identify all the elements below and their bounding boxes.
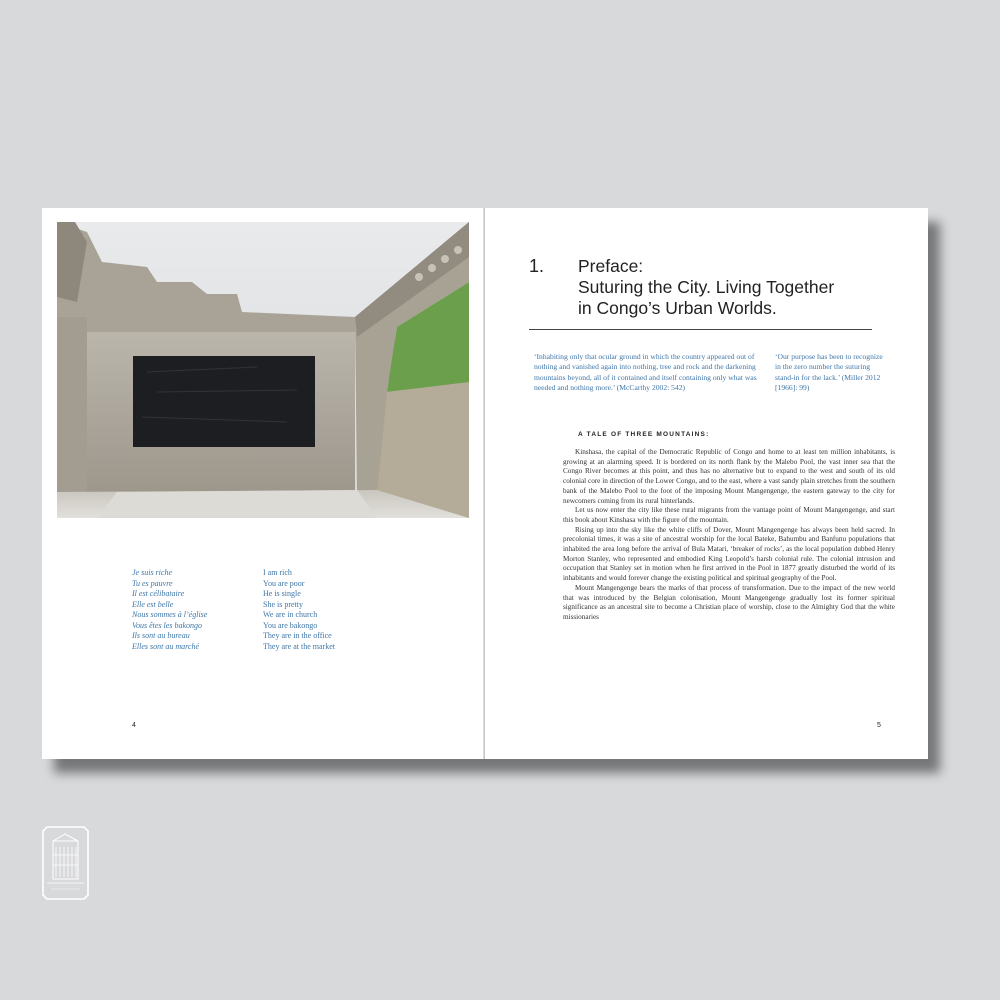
paragraph: Kinshasa, the capital of the Democratic Republic of Congo and home to at least ten million inhabitants, is growing at an alarming speed. It is bordered on its north flank by the Malebo Pool, the vast inner sea that the Congo River becomes at this point, and thus has no alternative but to expand to the west and south of its old colonial core in direction of the Lower Congo, and to the east, where a vast sandy plain stretches from the southern bank of the Malebo Pool to the foot of the imposing Mount Mangengenge, the eastern gateway to the city for newcomers coming from its rural hinterlands.: [563, 448, 895, 505]
body-text: [563, 448, 895, 623]
epigraph-miller: ‘Our purpose has been to recognize in the zero number the suturing stand-in for the lack.’ (Miller 2012 [1966]: 99): [775, 352, 883, 393]
poem-french: [132, 568, 207, 652]
poem-english: [263, 568, 335, 652]
chapter-title-line: Suturing the City. Living Together: [578, 277, 835, 297]
poem-line: Nous sommes à l’église: [132, 610, 208, 619]
paragraph: Rising up into the sky like the white cliffs of Dover, Mount Mangengenge has always been held sacred. In precolonial times, it was a site of ancestral worship for the local Bateke, Bahumbu and Banfunu populations that inhabited the area long before the arrival of Bula Matari, ‘breaker of rocks’, as the local population dubbed Henry Morton Stanley, who represented and embodied King Leopold’s harsh colonial rule. The colonial intrusion and occupation that Stanley set in motion when he first arrived in the Pool in 1877 greatly disturbed the world of its inhabitants and would forever change the existing political and spiritual geography of the Pool.: [563, 525, 895, 583]
poem-line: Ils sont au bureau: [132, 631, 190, 640]
poem-line: You are bakongo: [263, 620, 318, 630]
paragraph: Mount Mangengenge bears the marks of that process of transformation. Due to the impact of the new world that was introduced by the Belgian colonisation, Mount Mangengenge gradually lost its former spiritual significance as an ancestral site to become a Christian place of worship, close to the Almighty God that the white missionaries: [563, 583, 895, 621]
left-page: [42, 208, 485, 759]
poem-line: You are poor: [263, 578, 305, 588]
title-rule: [529, 329, 872, 330]
poem-line: Elles sont au marché: [132, 641, 200, 651]
poem-line: Vous êtes les bakongo: [132, 620, 202, 630]
epigraph-mccarthy: ‘Inhabiting only that ocular ground in which the country appeared out of nothing and vanished again into nothing, tree and rock and the darkening mountains beyond, all of it contained and itself containing only what was needed and nothing more.’ (McCarthy 2002: 542): [534, 352, 757, 393]
right-page: [485, 208, 928, 759]
poem-line: She is pretty: [263, 599, 303, 609]
chapter-title-line: in Congo’s Urban Worlds.: [578, 298, 777, 318]
section-subheading: A TALE OF THREE MOUNTAINS:: [578, 431, 710, 438]
poem-line: Tu es pauvre: [132, 578, 173, 588]
poem-line: They are in the office: [263, 631, 332, 640]
publisher-logo: [41, 825, 90, 901]
building-icon: [41, 825, 90, 901]
page-number-right: 5: [877, 722, 881, 729]
poem-line: Je suis riche: [132, 568, 172, 577]
paragraph: Let us now enter the city like these rural migrants from the vantage point of Mount Mangengenge, and start this book about Kinshasa with the figure of the mountain.: [563, 506, 895, 524]
photo-ruined-classroom: [57, 222, 469, 518]
chapter-title-line: Preface:: [578, 256, 644, 276]
page-number-left: 4: [132, 722, 136, 729]
book-spread: [42, 208, 928, 759]
chapter-number: 1.: [529, 256, 545, 276]
chapter-title: [578, 256, 918, 319]
poem-line: We are in church: [263, 610, 318, 619]
poem-line: He is single: [263, 589, 301, 598]
poem-line: They are at the market: [263, 641, 335, 651]
poem-line: I am rich: [263, 568, 292, 577]
poem-line: Elle est belle: [132, 599, 174, 609]
poem-line: Il est célibataire: [132, 589, 185, 598]
